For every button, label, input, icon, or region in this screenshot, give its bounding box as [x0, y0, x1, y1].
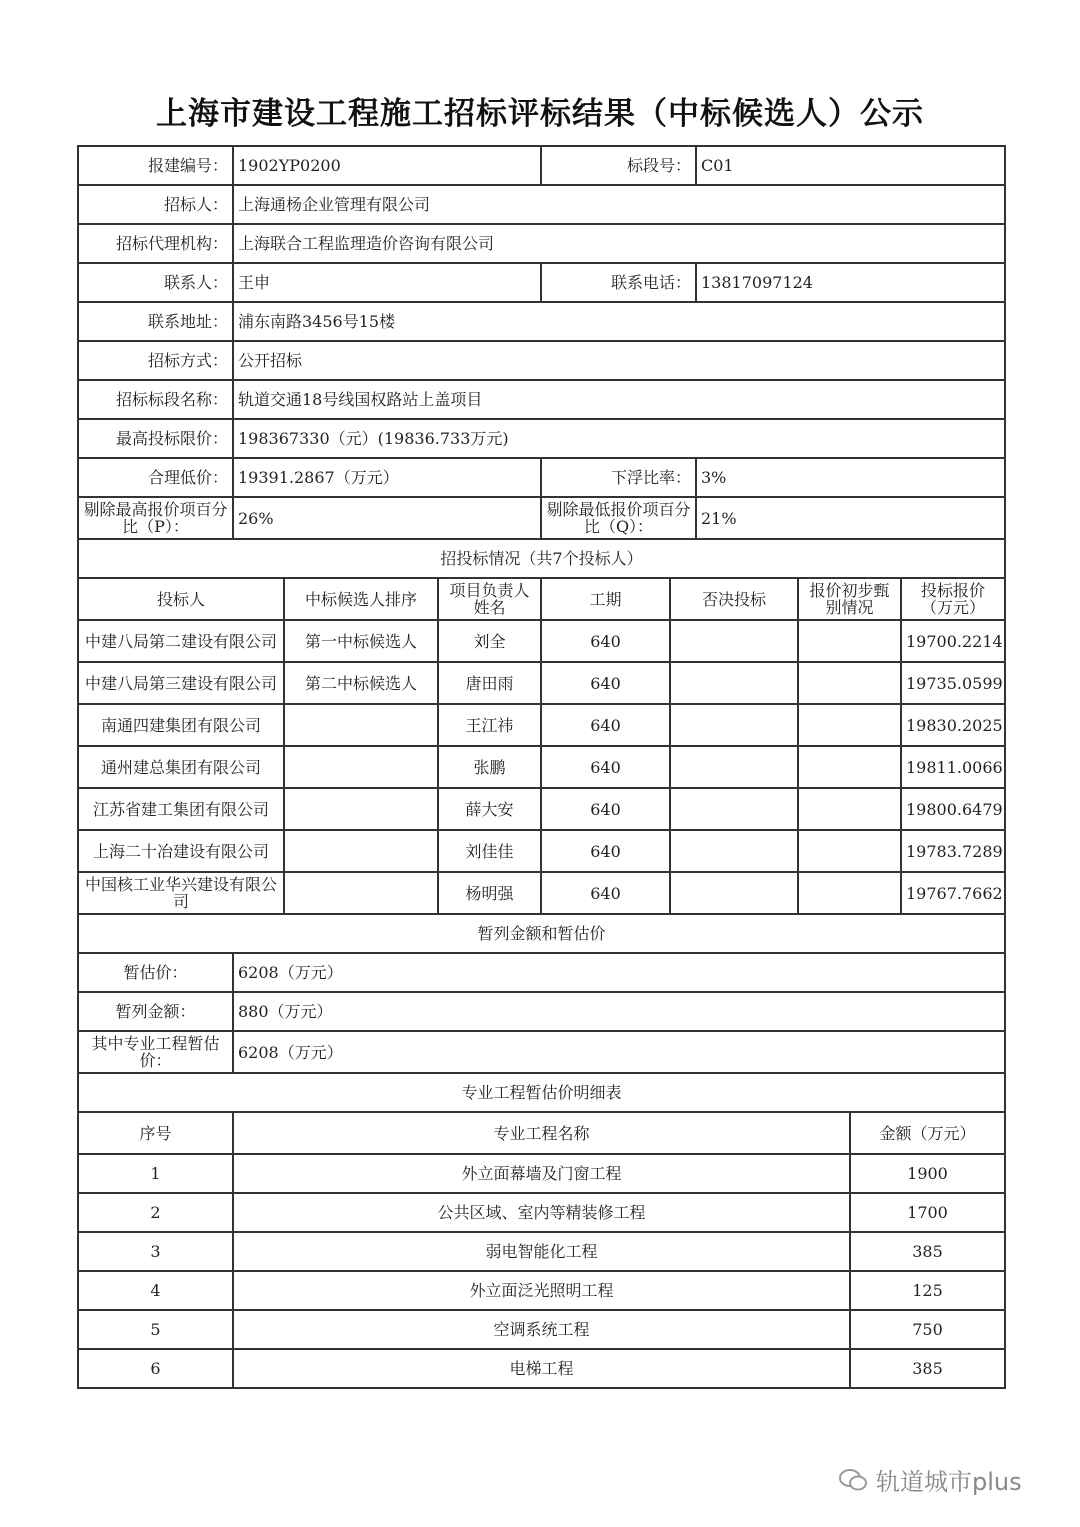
bid-price: 19735.0599 — [901, 662, 1005, 704]
contact-value: 王申 — [233, 263, 541, 302]
specialty-no: 1 — [78, 1154, 233, 1193]
header-rank: 中标候选人排序 — [284, 578, 438, 620]
bid-period: 640 — [541, 830, 670, 872]
specialty-no: 6 — [78, 1349, 233, 1388]
specialty-value: 6208（万元） — [233, 1031, 1005, 1073]
specialty-section-row — [78, 1073, 1005, 1112]
specialty-name: 外立面幕墙及门窗工程 — [233, 1154, 850, 1193]
row-remove-pct — [78, 497, 1005, 539]
row-reasonable-low — [78, 458, 1005, 497]
row-contact — [78, 263, 1005, 302]
row-specialty — [78, 1031, 1005, 1073]
bid-rejected — [670, 788, 798, 830]
bid-manager: 薛大安 — [438, 788, 541, 830]
reasonable-low-value: 19391.2867（万元） — [233, 458, 541, 497]
bid-period: 640 — [541, 704, 670, 746]
estimate-value: 6208（万元） — [233, 953, 1005, 992]
header-period: 工期 — [541, 578, 670, 620]
header-no: 序号 — [78, 1112, 233, 1154]
tenderer-label: 招标人： — [78, 185, 233, 224]
phone-value: 13817097124 — [696, 263, 1005, 302]
bid-row — [78, 788, 1005, 830]
specialty-row — [78, 1193, 1005, 1232]
bid-bidder: 中建八局第二建设有限公司 — [78, 620, 284, 662]
header-rejected: 否决投标 — [670, 578, 798, 620]
announcement-table — [77, 145, 1004, 1389]
row-agency — [78, 224, 1005, 263]
remove-low-value: 21% — [696, 497, 1005, 539]
estimate-label: 暂估价： — [78, 953, 233, 992]
row-tenderer — [78, 185, 1005, 224]
contingency-value: 880（万元） — [233, 992, 1005, 1031]
bid-period: 640 — [541, 620, 670, 662]
bid-bidder: 上海二十冶建设有限公司 — [78, 830, 284, 872]
specialty-row — [78, 1232, 1005, 1271]
bid-screening — [798, 746, 901, 788]
method-value: 公开招标 — [233, 341, 1005, 380]
bid-price: 19800.6479 — [901, 788, 1005, 830]
specialty-amount: 1900 — [850, 1154, 1005, 1193]
specialty-section-title: 专业工程暂估价明细表 — [78, 1073, 1005, 1112]
specialty-no: 3 — [78, 1232, 233, 1271]
bid-row — [78, 746, 1005, 788]
bid-price: 19811.0066 — [901, 746, 1005, 788]
bid-screening — [798, 662, 901, 704]
bid-period: 640 — [541, 872, 670, 914]
header-name: 专业工程名称 — [233, 1112, 850, 1154]
watermark — [838, 1462, 1022, 1497]
bid-rank — [284, 788, 438, 830]
bid-screening — [798, 620, 901, 662]
bid-screening — [798, 704, 901, 746]
specialty-name: 弱电智能化工程 — [233, 1232, 850, 1271]
row-method — [78, 341, 1005, 380]
header-amount: 金额（万元） — [850, 1112, 1005, 1154]
bid-screening — [798, 830, 901, 872]
bid-screening — [798, 788, 901, 830]
specialty-name: 空调系统工程 — [233, 1310, 850, 1349]
specialty-no: 4 — [78, 1271, 233, 1310]
specialty-row — [78, 1154, 1005, 1193]
bid-period: 640 — [541, 788, 670, 830]
row-estimate — [78, 953, 1005, 992]
bid-row — [78, 830, 1005, 872]
bid-price: 19783.7289 — [901, 830, 1005, 872]
bids-section-row — [78, 539, 1005, 578]
specialty-header-row — [78, 1112, 1005, 1154]
specialty-name: 公共区域、室内等精装修工程 — [233, 1193, 850, 1232]
info-table — [77, 145, 1006, 579]
bid-rejected — [670, 620, 798, 662]
bid-period: 640 — [541, 746, 670, 788]
bid-period: 640 — [541, 662, 670, 704]
specialty-amount: 1700 — [850, 1193, 1005, 1232]
method-label: 招标方式： — [78, 341, 233, 380]
bid-rank — [284, 872, 438, 914]
bid-price: 19767.7662 — [901, 872, 1005, 914]
bid-rank — [284, 746, 438, 788]
address-label: 联系地址： — [78, 302, 233, 341]
wechat-icon — [838, 1467, 868, 1493]
provisional-table — [77, 952, 1006, 1113]
header-screening: 报价初步甄别情况 — [798, 578, 901, 620]
remove-low-label: 剔除最低报价项百分比（Q）： — [541, 497, 696, 539]
header-bidder: 投标人 — [78, 578, 284, 620]
phone-label: 联系电话： — [541, 263, 696, 302]
bid-rejected — [670, 830, 798, 872]
bid-manager: 张鹏 — [438, 746, 541, 788]
reasonable-low-label: 合理低价： — [78, 458, 233, 497]
specialty-no: 2 — [78, 1193, 233, 1232]
max-price-label: 最高投标限价： — [78, 419, 233, 458]
specialty-no: 5 — [78, 1310, 233, 1349]
specialty-name: 外立面泛光照明工程 — [233, 1271, 850, 1310]
bid-bidder: 南通四建集团有限公司 — [78, 704, 284, 746]
bids-header-row — [78, 578, 1005, 620]
remove-high-value: 26% — [233, 497, 541, 539]
max-price-value: 198367330（元）(19836.733万元) — [233, 419, 1005, 458]
specialty-amount: 125 — [850, 1271, 1005, 1310]
bid-price: 19700.2214 — [901, 620, 1005, 662]
address-value: 浦东南路3456号15楼 — [233, 302, 1005, 341]
provisional-section-row — [78, 914, 1005, 953]
remove-high-label: 剔除最高报价项百分比（P）： — [78, 497, 233, 539]
section-no-value: C01 — [696, 146, 1005, 185]
bid-row — [78, 620, 1005, 662]
bids-section-title: 招投标情况（共7个投标人） — [78, 539, 1005, 578]
bid-manager: 刘全 — [438, 620, 541, 662]
section-name-value: 轨道交通18号线国权路站上盖项目 — [233, 380, 1005, 419]
bid-manager: 王江祎 — [438, 704, 541, 746]
bid-manager: 唐田雨 — [438, 662, 541, 704]
contingency-label: 暂列金额： — [78, 992, 233, 1031]
page-title: 上海市建设工程施工招标评标结果（中标候选人）公示 — [156, 96, 924, 132]
header-price: 投标报价（万元） — [901, 578, 1005, 620]
agency-value: 上海联合工程监理造价咨询有限公司 — [233, 224, 1005, 263]
bid-manager: 杨明强 — [438, 872, 541, 914]
specialty-label: 其中专业工程暂估价： — [78, 1031, 233, 1073]
bid-rank — [284, 704, 438, 746]
float-rate-label: 下浮比率： — [541, 458, 696, 497]
bid-bidder: 中国核工业华兴建设有限公司 — [78, 872, 284, 914]
tenderer-value: 上海通杨企业管理有限公司 — [233, 185, 1005, 224]
specialty-row — [78, 1310, 1005, 1349]
specialty-row — [78, 1349, 1005, 1388]
row-contingency — [78, 992, 1005, 1031]
specialty-row — [78, 1271, 1005, 1310]
bids-table — [77, 577, 1006, 954]
bid-bidder: 江苏省建工集团有限公司 — [78, 788, 284, 830]
bid-rank — [284, 830, 438, 872]
bid-rejected — [670, 746, 798, 788]
agency-label: 招标代理机构： — [78, 224, 233, 263]
row-max-price — [78, 419, 1005, 458]
float-rate-value: 3% — [696, 458, 1005, 497]
bid-rank: 第一中标候选人 — [284, 620, 438, 662]
header-manager: 项目负责人姓名 — [438, 578, 541, 620]
section-name-label: 招标标段名称： — [78, 380, 233, 419]
project-no-label: 报建编号： — [78, 146, 233, 185]
specialty-amount: 385 — [850, 1349, 1005, 1388]
bid-screening — [798, 872, 901, 914]
bid-manager: 刘佳佳 — [438, 830, 541, 872]
specialty-name: 电梯工程 — [233, 1349, 850, 1388]
bid-rejected — [670, 872, 798, 914]
bid-bidder: 通州建总集团有限公司 — [78, 746, 284, 788]
bid-rejected — [670, 662, 798, 704]
bid-row — [78, 704, 1005, 746]
row-section-name — [78, 380, 1005, 419]
bid-rejected — [670, 704, 798, 746]
specialty-amount: 750 — [850, 1310, 1005, 1349]
contact-label: 联系人： — [78, 263, 233, 302]
watermark-text: 轨道城市plus — [876, 1468, 1022, 1496]
bid-row — [78, 872, 1005, 914]
project-no-value: 1902YP0200 — [233, 146, 541, 185]
bid-row — [78, 662, 1005, 704]
row-project-no — [78, 146, 1005, 185]
row-address — [78, 302, 1005, 341]
specialty-amount: 385 — [850, 1232, 1005, 1271]
provisional-section-title: 暂列金额和暂估价 — [78, 914, 1005, 953]
bid-rank: 第二中标候选人 — [284, 662, 438, 704]
specialty-table — [77, 1111, 1006, 1389]
bid-price: 19830.2025 — [901, 704, 1005, 746]
bid-bidder: 中建八局第三建设有限公司 — [78, 662, 284, 704]
section-no-label: 标段号： — [541, 146, 696, 185]
